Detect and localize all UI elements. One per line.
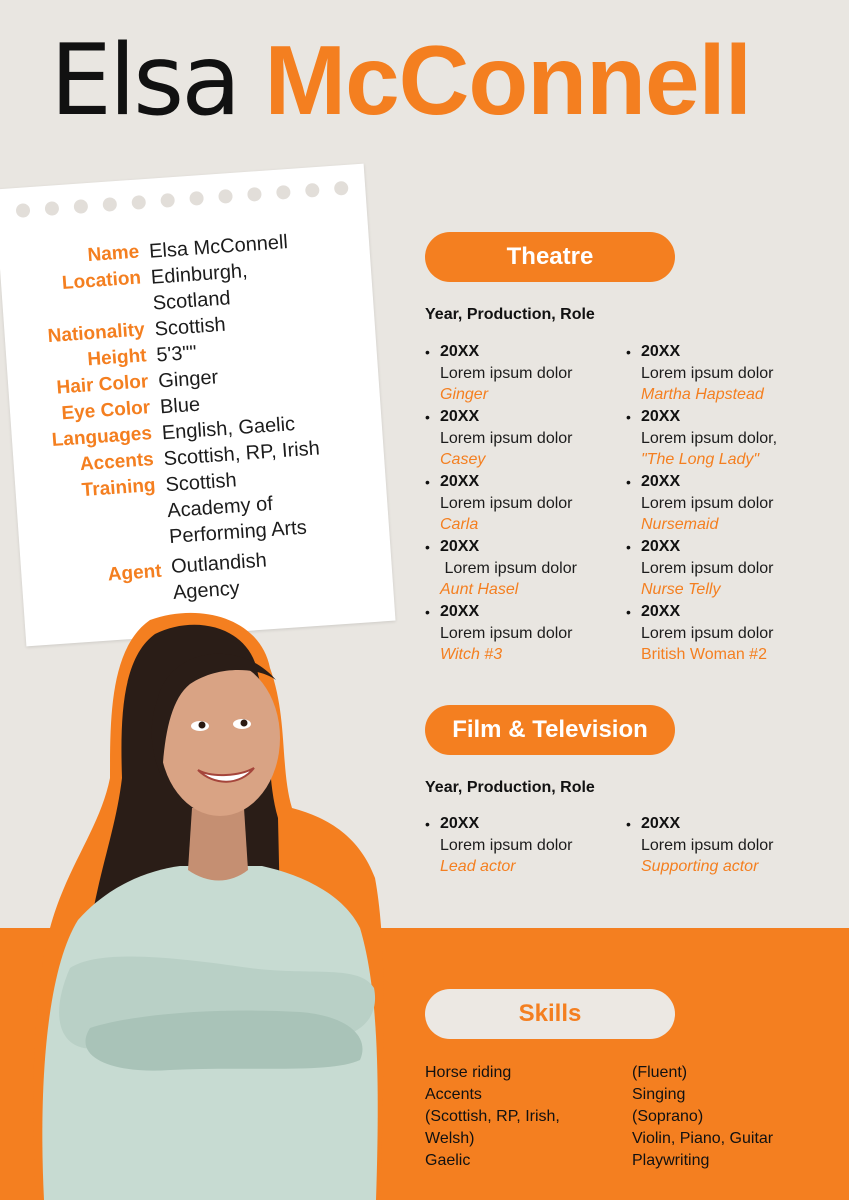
profile-label: Name — [86, 241, 140, 267]
film-subheading: Year, Production, Role — [425, 779, 595, 796]
credit-role: Aunt Hasel — [440, 581, 519, 598]
profile-value: Outlandish Agency — [170, 549, 268, 604]
list-item — [425, 601, 635, 666]
list-item — [425, 471, 635, 536]
credit-year: • 20XX — [641, 815, 681, 832]
first-name: Elsa — [50, 24, 239, 138]
credit-production: Lorem ipsum dolor — [440, 430, 573, 447]
film-list-left — [425, 813, 635, 878]
profile-label: Languages — [51, 423, 153, 452]
punch-hole — [102, 197, 117, 212]
profile-details — [0, 224, 393, 617]
profile-label: Height — [86, 345, 148, 371]
credit-production: Lorem ipsum dolor, — [641, 430, 778, 447]
credit-year: • 20XX — [440, 603, 480, 620]
credit-role: Nursemaid — [641, 516, 719, 533]
profile-label: Agent — [107, 560, 163, 586]
skill-item: Accents — [425, 1086, 482, 1103]
skill-item: Gaelic — [425, 1152, 471, 1169]
credit-year: • 20XX — [440, 408, 480, 425]
theatre-list-right — [626, 341, 836, 666]
theatre-list-left — [425, 341, 635, 666]
credit-year: • 20XX — [641, 538, 681, 555]
credit-year: • 20XX — [440, 473, 480, 490]
credit-production: Lorem ipsum dolor — [641, 837, 774, 854]
theatre-section-header: Theatre — [425, 232, 675, 282]
skills-list-left — [425, 1062, 560, 1172]
skill-item: Violin, Piano, Guitar — [632, 1130, 774, 1147]
list-item — [626, 601, 836, 666]
punch-hole — [131, 195, 146, 210]
skills-section-header: Skills — [425, 989, 675, 1039]
headshot-photo — [30, 608, 386, 1200]
profile-label: Eye Color — [60, 397, 151, 425]
theatre-subheading: Year, Production, Role — [425, 306, 595, 323]
credit-year: • 20XX — [641, 408, 681, 425]
list-item — [626, 341, 836, 406]
skill-item: Singing — [632, 1086, 686, 1103]
credit-year: • 20XX — [641, 603, 681, 620]
credit-production: Lorem ipsum dolor — [440, 625, 573, 642]
punch-hole — [218, 189, 233, 204]
paper-punch-holes — [16, 181, 349, 218]
list-item — [626, 813, 836, 878]
skill-item: (Fluent) — [632, 1064, 688, 1081]
profile-value: Blue — [159, 393, 201, 419]
list-item — [626, 406, 836, 471]
list-item — [425, 406, 635, 471]
page-title — [50, 22, 751, 141]
list-item — [626, 471, 836, 536]
credit-production: Lorem ipsum dolor — [641, 495, 774, 512]
profile-value: Elsa McConnell — [148, 231, 289, 263]
skill-item: Welsh) — [425, 1130, 475, 1147]
profile-value: Scottish — [153, 313, 227, 341]
list-item — [425, 341, 635, 406]
credit-role: "The Long Lady" — [641, 451, 760, 468]
profile-label: Nationality — [47, 319, 146, 348]
profile-value: 5'3"" — [155, 341, 198, 367]
credit-production: Lorem ipsum dolor — [641, 365, 774, 382]
list-item — [425, 813, 635, 878]
profile-value: Edinburgh, Scotland — [150, 260, 249, 315]
credit-production: Lorem ipsum dolor — [440, 495, 573, 512]
credit-production: Lorem ipsum dolor — [440, 365, 573, 382]
punch-hole — [305, 183, 320, 198]
credit-role: Lead actor — [440, 858, 516, 875]
credit-year: • 20XX — [641, 473, 681, 490]
film-list-right — [626, 813, 836, 878]
profile-value: Scottish Academy of Performing Arts — [164, 469, 308, 549]
punch-hole — [160, 193, 175, 208]
profile-label: Hair Color — [55, 371, 149, 399]
list-item — [626, 536, 836, 601]
punch-hole — [73, 199, 88, 214]
skill-item: Playwriting — [632, 1152, 710, 1169]
punch-hole — [276, 185, 291, 200]
profile-label: Accents — [79, 449, 155, 476]
film-section-header: Film & Television — [425, 705, 675, 755]
credit-year: • 20XX — [440, 538, 480, 555]
punch-hole — [247, 187, 262, 202]
credit-production: Lorem ipsum dolor — [641, 560, 774, 577]
skill-item: Horse riding — [425, 1064, 512, 1081]
list-item — [425, 536, 635, 601]
skill-item: (Scottish, RP, Irish, — [425, 1108, 560, 1125]
profile-label: Location — [61, 267, 142, 294]
credit-role: Casey — [440, 451, 486, 468]
credit-production: Lorem ipsum dolor — [440, 837, 573, 854]
credit-year: • 20XX — [440, 343, 480, 360]
credit-role: Supporting actor — [641, 858, 759, 875]
credit-role: Witch #3 — [440, 646, 503, 663]
skills-list-right — [632, 1062, 773, 1172]
credit-year: • 20XX — [440, 815, 480, 832]
credit-production: Lorem ipsum dolor — [641, 625, 774, 642]
profile-note-paper — [0, 164, 396, 647]
credit-role: Martha Hapstead — [641, 386, 764, 403]
credit-production: Lorem ipsum dolor — [440, 560, 577, 577]
last-name: McConnell — [264, 25, 751, 135]
credit-role: Ginger — [440, 386, 489, 403]
punch-hole — [16, 203, 31, 218]
credit-role: Carla — [440, 516, 479, 533]
profile-value: Scottish, RP, Irish — [162, 437, 321, 471]
punch-hole — [334, 181, 349, 196]
punch-hole — [44, 201, 59, 216]
credit-role: British Woman #2 — [641, 646, 767, 663]
credit-year: • 20XX — [641, 343, 681, 360]
profile-value: Ginger — [157, 366, 219, 393]
punch-hole — [189, 191, 204, 206]
profile-label: Training — [81, 474, 157, 502]
credit-role: Nurse Telly — [641, 581, 721, 598]
skill-item: (Soprano) — [632, 1108, 704, 1125]
profile-value: English, Gaelic — [161, 413, 296, 445]
